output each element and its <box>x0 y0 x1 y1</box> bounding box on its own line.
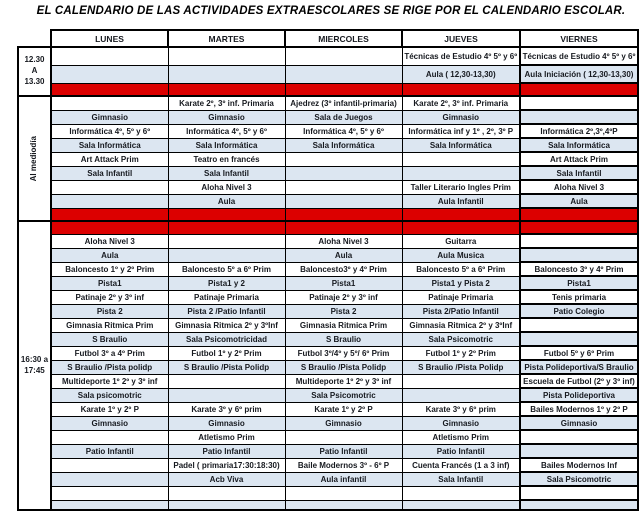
schedule-row <box>18 166 638 180</box>
time-block-label: 16:30 a 17:45 <box>18 221 51 510</box>
empty-cell <box>168 83 285 96</box>
empty-cell <box>520 332 638 346</box>
schedule-row <box>18 290 638 304</box>
activity-cell: Patinaje 2º y 3º inf <box>51 290 168 304</box>
activity-cell: Aula Infantil <box>402 194 520 208</box>
empty-cell <box>402 166 520 180</box>
empty-cell <box>51 194 168 208</box>
activity-cell: Escuela de Futbol (2º y 3º inf) <box>520 374 638 388</box>
empty-cell <box>51 430 168 444</box>
empty-cell <box>51 472 168 486</box>
empty-cell <box>402 486 520 500</box>
schedule-row <box>18 346 638 360</box>
empty-cell <box>51 486 168 500</box>
activity-cell: Futbol 5º y 6º Prim <box>520 346 638 360</box>
day-header: MARTES <box>168 30 285 47</box>
empty-cell <box>285 500 402 510</box>
activity-cell: Multideporte 1º 2º y 3º inf <box>51 374 168 388</box>
activity-cell: Aloha Nivel 3 <box>285 234 402 248</box>
activity-cell: Gimnasio <box>402 416 520 430</box>
empty-cell <box>520 96 638 110</box>
activity-cell: Pista Polideportiva/S Braulio <box>520 360 638 374</box>
schedule-row <box>18 248 638 262</box>
empty-cell <box>285 486 402 500</box>
empty-cell <box>285 166 402 180</box>
activity-cell: Gimnasia Ritmica Prim <box>285 318 402 332</box>
schedule-row <box>18 262 638 276</box>
activity-cell: Acb Viva <box>168 472 285 486</box>
activity-cell: Futbol 3º a 4º Prim <box>51 346 168 360</box>
schedule-row <box>18 138 638 152</box>
empty-cell <box>285 430 402 444</box>
empty-cell <box>51 458 168 472</box>
schedule-row <box>18 152 638 166</box>
empty-cell <box>520 486 638 500</box>
empty-cell <box>168 248 285 262</box>
activity-cell: Padel ( primaria17:30:18:30) <box>168 458 285 472</box>
activity-cell: S Braulio /Pista Polidp <box>402 360 520 374</box>
empty-cell <box>168 486 285 500</box>
empty-cell <box>285 47 402 65</box>
schedule-row <box>18 194 638 208</box>
activity-cell: Baile Modernos 3º - 6º P <box>285 458 402 472</box>
time-block-label: Al mediodía <box>18 96 51 221</box>
empty-cell <box>520 208 638 221</box>
empty-cell <box>520 430 638 444</box>
activity-cell: Art Attack Prim <box>520 152 638 166</box>
activity-cell: Aula Iniciación ( 12,30-13,30) <box>520 65 638 83</box>
activity-cell: Sala Psicomotricidad <box>168 332 285 346</box>
activity-cell: Bailes Modernos 1º y 2º P <box>520 402 638 416</box>
activity-cell: Pista1 <box>520 276 638 290</box>
activity-cell: Karate 3º y 6º prim <box>402 402 520 416</box>
activity-cell: Guitarra <box>402 234 520 248</box>
activity-cell: Patinaje 2º y 3º inf <box>285 290 402 304</box>
activity-cell: Atletismo Prim <box>168 430 285 444</box>
activity-cell: Sala Infantil <box>168 166 285 180</box>
activity-cell: Patio Infantil <box>285 444 402 458</box>
activity-cell: Sala Informática <box>402 138 520 152</box>
schedule-row <box>18 402 638 416</box>
activity-cell: Pista1 <box>51 276 168 290</box>
activity-cell: Baloncesto 5º a 6º Prim <box>168 262 285 276</box>
activity-cell: Taller Literario Ingles Prim <box>402 180 520 194</box>
activity-cell: Gimnasio <box>51 416 168 430</box>
activity-cell: Pista Polideportiva <box>520 388 638 402</box>
activity-cell: Gimnasia Ritmica 2º y 3ºInf <box>402 318 520 332</box>
activity-cell: Karate 2º, 3º inf. Primaria <box>402 96 520 110</box>
activity-cell: Patio Infantil <box>168 444 285 458</box>
activity-cell: Gimnasio <box>520 416 638 430</box>
day-header: LUNES <box>51 30 168 47</box>
empty-cell <box>168 374 285 388</box>
activity-cell: Karate 2º, 3º inf. Primaria <box>168 96 285 110</box>
empty-cell <box>168 234 285 248</box>
activity-cell: Gimnasia Ritmica 2º y 3ºInf <box>168 318 285 332</box>
empty-cell <box>51 96 168 110</box>
empty-cell <box>520 444 638 458</box>
schedule-row <box>18 500 638 510</box>
empty-cell <box>51 47 168 65</box>
activity-cell: Aula <box>51 248 168 262</box>
empty-cell <box>285 221 402 234</box>
activity-cell: Aula ( 12,30-13,30) <box>402 65 520 83</box>
schedule-row <box>18 416 638 430</box>
schedule-row <box>18 318 638 332</box>
schedule-table <box>17 29 639 511</box>
activity-cell: Sala Informática <box>285 138 402 152</box>
empty-cell <box>285 194 402 208</box>
activity-cell: Bailes Modernos Inf <box>520 458 638 472</box>
activity-cell: Patinaje Primaria <box>168 290 285 304</box>
empty-cell <box>520 318 638 332</box>
activity-cell: Patio Infantil <box>402 444 520 458</box>
empty-cell <box>285 152 402 166</box>
activity-cell: Karate 3º y 6º prim <box>168 402 285 416</box>
activity-cell: Gimnasio <box>51 110 168 124</box>
schedule-row <box>18 110 638 124</box>
activity-cell: Pista1 y 2 <box>168 276 285 290</box>
activity-cell: Gimnasio <box>168 110 285 124</box>
activity-cell: Pista1 <box>285 276 402 290</box>
activity-cell: Técnicas de Estudio 4º 5º y 6º <box>520 47 638 65</box>
activity-cell: Ajedrez (3º infantil-primaria) <box>285 96 402 110</box>
empty-cell <box>51 65 168 83</box>
day-header: VIERNES <box>520 30 638 47</box>
activity-cell: Gimnasia Ritmica Prim <box>51 318 168 332</box>
activity-cell: Aula infantil <box>285 472 402 486</box>
empty-cell <box>285 180 402 194</box>
activity-cell: Sala Informática <box>168 138 285 152</box>
schedule-row <box>18 180 638 194</box>
schedule-row <box>18 124 638 138</box>
activity-cell: Informática 4º, 5º y 6º <box>168 124 285 138</box>
activity-cell: Sala Infantil <box>51 166 168 180</box>
empty-cell <box>168 47 285 65</box>
schedule-body <box>18 47 638 510</box>
schedule-row <box>18 234 638 248</box>
activity-cell: Pista 2/Patio Infantil <box>402 304 520 318</box>
schedule-row <box>18 83 638 96</box>
schedule-row <box>18 486 638 500</box>
schedule-row <box>18 374 638 388</box>
activity-cell: Multideporte 1º 2º y 3º inf <box>285 374 402 388</box>
activity-cell: Patio Colegio <box>520 304 638 318</box>
schedule-row <box>18 208 638 221</box>
activity-cell: Informática inf y 1º , 2º, 3º P <box>402 124 520 138</box>
activity-cell: Karate 1º y 2º P <box>51 402 168 416</box>
empty-cell <box>402 388 520 402</box>
empty-cell <box>520 234 638 248</box>
empty-cell <box>402 208 520 221</box>
schedule-row <box>18 444 638 458</box>
activity-cell: Tenis primaria <box>520 290 638 304</box>
activity-cell: Gimnasio <box>285 416 402 430</box>
activity-cell: Baloncesto 1º y 2º Prim <box>51 262 168 276</box>
activity-cell: Técnicas de Estudio 4º 5º y 6º <box>402 47 520 65</box>
activity-cell: Sala Infantil <box>520 166 638 180</box>
schedule-row <box>18 276 638 290</box>
activity-cell: Futbol 1º y 2º Prim <box>402 346 520 360</box>
activity-cell: Sala de Juegos <box>285 110 402 124</box>
activity-cell: Aula <box>520 194 638 208</box>
empty-cell <box>402 83 520 96</box>
activity-cell: Aula <box>285 248 402 262</box>
schedule-row <box>18 47 638 65</box>
activity-cell: Patio Infantil <box>51 444 168 458</box>
activity-cell: Aula <box>168 194 285 208</box>
activity-cell: Baloncesto3º y 4º Prim <box>285 262 402 276</box>
activity-cell: Pista 2 <box>285 304 402 318</box>
activity-cell: Informática 4º, 5º y 6º <box>285 124 402 138</box>
empty-cell <box>51 83 168 96</box>
activity-cell: S Braulio /Pista Polidp <box>168 360 285 374</box>
activity-cell: S Braulio /Pista polidp <box>51 360 168 374</box>
empty-cell <box>285 65 402 83</box>
empty-cell <box>402 152 520 166</box>
activity-cell: Aloha Nivel 3 <box>520 180 638 194</box>
schedule-row <box>18 360 638 374</box>
activity-cell: Aula Musica <box>402 248 520 262</box>
day-header: JUEVES <box>402 30 520 47</box>
activity-cell: Pista1 y Pista 2 <box>402 276 520 290</box>
empty-cell <box>402 221 520 234</box>
empty-cell <box>402 500 520 510</box>
page-title: EL CALENDARIO DE LAS ACTIVIDADES EXTRAESCOLARES SE RIGE POR EL CALENDARIO ESCOLAR. <box>36 5 626 17</box>
corner-cell <box>18 30 51 47</box>
activity-cell: Sala Psicomotric <box>285 388 402 402</box>
activity-cell: Gimnasio <box>402 110 520 124</box>
schedule-row <box>18 332 638 346</box>
activity-cell: Futbol 3º/4º y 5º/ 6º Prim <box>285 346 402 360</box>
activity-cell: Aloha Nivel 3 <box>51 234 168 248</box>
activity-cell: Futbol 1º y 2º Prim <box>168 346 285 360</box>
activity-cell: Baloncesto 5º a 6º Prim <box>402 262 520 276</box>
day-header: MIERCOLES <box>285 30 402 47</box>
empty-cell <box>168 221 285 234</box>
schedule-row <box>18 472 638 486</box>
activity-cell: Karate 1º y 2º P <box>285 402 402 416</box>
empty-cell <box>51 221 168 234</box>
activity-cell: Pista 2 <box>51 304 168 318</box>
empty-cell <box>285 208 402 221</box>
empty-cell <box>520 248 638 262</box>
schedule-row <box>18 221 638 234</box>
activity-cell: S Braulio <box>285 332 402 346</box>
activity-cell: Sala Informática <box>51 138 168 152</box>
activity-cell: Sala Informática <box>520 138 638 152</box>
schedule-row <box>18 430 638 444</box>
empty-cell <box>520 110 638 124</box>
empty-cell <box>168 388 285 402</box>
activity-cell: S Braulio <box>51 332 168 346</box>
activity-cell: Cuenta Francés (1 a 3 inf) <box>402 458 520 472</box>
activity-cell: Sala Psicomotric <box>520 472 638 486</box>
empty-cell <box>168 208 285 221</box>
activity-cell: Patinaje Primaria <box>402 290 520 304</box>
empty-cell <box>520 83 638 96</box>
activity-cell: Gimnasio <box>168 416 285 430</box>
empty-cell <box>168 500 285 510</box>
empty-cell <box>51 180 168 194</box>
activity-cell: Sala psicomotric <box>51 388 168 402</box>
activity-cell: Baloncesto 3º y 4º Prim <box>520 262 638 276</box>
empty-cell <box>168 65 285 83</box>
activity-cell: Art Attack Prim <box>51 152 168 166</box>
activity-cell: Sala Psicomotric <box>402 332 520 346</box>
activity-cell: Aloha Nivel 3 <box>168 180 285 194</box>
activity-cell: Informática 4º, 5º y 6º <box>51 124 168 138</box>
activity-cell: S Braulio /Pista Polidp <box>285 360 402 374</box>
empty-cell <box>51 208 168 221</box>
empty-cell <box>51 500 168 510</box>
schedule-row <box>18 458 638 472</box>
empty-cell <box>520 500 638 510</box>
activity-cell: Atletismo Prim <box>402 430 520 444</box>
schedule-row <box>18 96 638 110</box>
schedule-row <box>18 65 638 83</box>
schedule-row <box>18 388 638 402</box>
header-row <box>18 30 638 47</box>
schedule-row <box>18 304 638 318</box>
empty-cell <box>402 374 520 388</box>
activity-cell: Sala Infantil <box>402 472 520 486</box>
activity-cell: Informática 2º,3º,4ºP <box>520 124 638 138</box>
time-block-label: 12.30 A 13.30 <box>18 47 51 96</box>
empty-cell <box>520 221 638 234</box>
empty-cell <box>285 83 402 96</box>
activity-cell: Teatro en francés <box>168 152 285 166</box>
activity-cell: Pista 2 /Patio Infantil <box>168 304 285 318</box>
